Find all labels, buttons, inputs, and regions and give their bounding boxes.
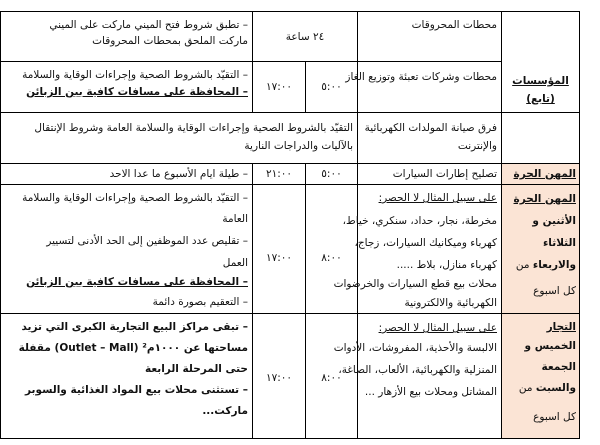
r5-measure-line-2: العامة <box>222 213 248 225</box>
r6-label-line-1: التجار <box>546 321 576 333</box>
r3-measures-cell <box>0 112 358 164</box>
r3-label-cell <box>501 112 580 164</box>
group-label-cont: (تابع) <box>526 93 555 105</box>
r5-end-cell <box>252 184 306 314</box>
r6-sector-line-3: المشاتل ومحلات بيع الأزهار ... <box>364 386 497 398</box>
r5-label-line-1: المهن الحرة <box>513 193 576 205</box>
r5-measure-line-4: العمل <box>222 257 248 269</box>
r6-sector-line-2: المنزلية والكهربائية، الألعاب، الصاغة، <box>338 364 497 376</box>
r6-label-tail: كل اسبوع <box>533 411 576 423</box>
r6-label-suffix: من <box>518 382 533 394</box>
r5-sector-line-2: كهرباء وميكانيك السيارات، زجاج، <box>354 237 497 249</box>
r3-sector-cell <box>357 112 502 164</box>
r5-start-time: ٨:٠٠ <box>321 252 342 264</box>
r5-sector-intro: على سبيل المثال لا الحصر: <box>378 192 497 204</box>
group-label-title: المؤسسات <box>512 75 569 87</box>
r2-measure-bold: – المحافظة على مسافات كافية بين الزبائن <box>26 86 248 98</box>
r5-label-days: والاربعاء <box>532 259 576 271</box>
r4-start-time: ٥:٠٠ <box>321 168 342 180</box>
r5-label-suffix: من <box>515 259 530 271</box>
r4-end-time: ٢١:٠٠ <box>265 168 293 180</box>
r6-label-line-2: الخميس و <box>524 340 576 352</box>
r5-measure-last: – التعقيم بصورة دائمة <box>152 296 248 308</box>
r1-hours: ٢٤ ساعة <box>285 31 325 43</box>
r6-label-line-4 <box>519 381 576 396</box>
r5-sector-line-4: محلات بيع قطع السيارات والخرضوات <box>333 278 497 290</box>
r2-sector-cell <box>357 61 502 113</box>
r3-measure-line-1: التقيّد بالشروط الصحية وإجراءات الوقاية والسلامة العامة وشروط الإنتقال <box>34 122 353 134</box>
r5-sector-line-1: مخرطة، نجار، حداد، سنكري، خياط، <box>342 215 497 227</box>
r5-label-line-3: الثلاثاء <box>542 237 576 249</box>
r6-measure-line-3: حتى المرحلة الرابعة <box>144 363 248 375</box>
r4-label: المهن الحرة <box>513 168 576 180</box>
r5-measure-bold: – المحافظة على مسافات كافية بين الزبائن <box>26 276 248 288</box>
r2-sector: محطات وشركات تعبئة وتوزيع الغاز <box>345 71 497 83</box>
r5-end-time: ١٧:٠٠ <box>265 252 293 264</box>
r6-label-line-3: الجمعة <box>541 361 576 373</box>
r6-measure-line-4: – تستثنى محلات بيع المواد الغذائية والسوبر <box>25 384 248 396</box>
r6-sector-intro: على سبيل المثال لا الحصر: <box>378 322 497 334</box>
r1-sector: محطات المحروقات <box>411 19 497 31</box>
r6-measure-line-5: ماركت... <box>202 405 248 417</box>
r5-label-line-2: الأثنين و <box>532 215 576 227</box>
r3-measure-line-2: بالآليات والدراجات النارية <box>244 140 353 152</box>
r6-measure-line-1: – تبقى مراكز البيع التجارية الكبرى التي تزيد <box>21 321 248 333</box>
r6-start-time: ٨:٠٠ <box>321 372 342 384</box>
r1-measure-line-1: – تطبق شروط فتح الميني ماركت على الميني <box>49 19 248 31</box>
r6-end-time: ١٧:٠٠ <box>265 372 293 384</box>
r5-sector-line-5: الكهربائية والالكترونية <box>404 297 497 309</box>
r5-label-line-4 <box>516 258 576 273</box>
r2-end-time: ١٧:٠٠ <box>265 81 293 93</box>
r3-sector-line-1: فرق صيانة المولدات الكهربائية <box>364 122 497 134</box>
r5-start-cell <box>305 184 358 314</box>
r4-measure: – طيلة ايام الأسبوع ما عدا الاحد <box>109 168 248 180</box>
r3-sector-line-2: والإنترنت <box>457 140 497 152</box>
r6-measure-line-2: مساحتها عن ١٠٠٠م² (Outlet – Mall) مقفلة <box>18 342 248 354</box>
r4-sector: تصليح إطارات السيارات <box>392 168 497 180</box>
r2-start-time: ٥:٠٠ <box>321 81 342 93</box>
r6-label-days: والسبت <box>535 382 576 394</box>
r5-measure-line-3: – تقليص عدد الموظفين إلى الحد الأدنى لتسيير <box>46 235 248 247</box>
r1-measure-line-2: ماركت الملحق بمحطات المحروقات <box>92 35 248 47</box>
r5-measure-line-1: – التقيّد بالشروط الصحية وإجراءات الوقاية والسلامة <box>22 192 248 204</box>
r5-label-tail: كل اسبوع <box>533 285 576 297</box>
r5-sector-line-3: كهرباء منازل، بلاط ..... <box>396 259 497 271</box>
r6-sector-line-1: الالبسة والأحذية، المفروشات، الأدوات <box>333 342 497 354</box>
r2-measure-line-1: – التقيّد بالشروط الصحية وإجراءات الوقاية والسلامة <box>22 69 248 81</box>
